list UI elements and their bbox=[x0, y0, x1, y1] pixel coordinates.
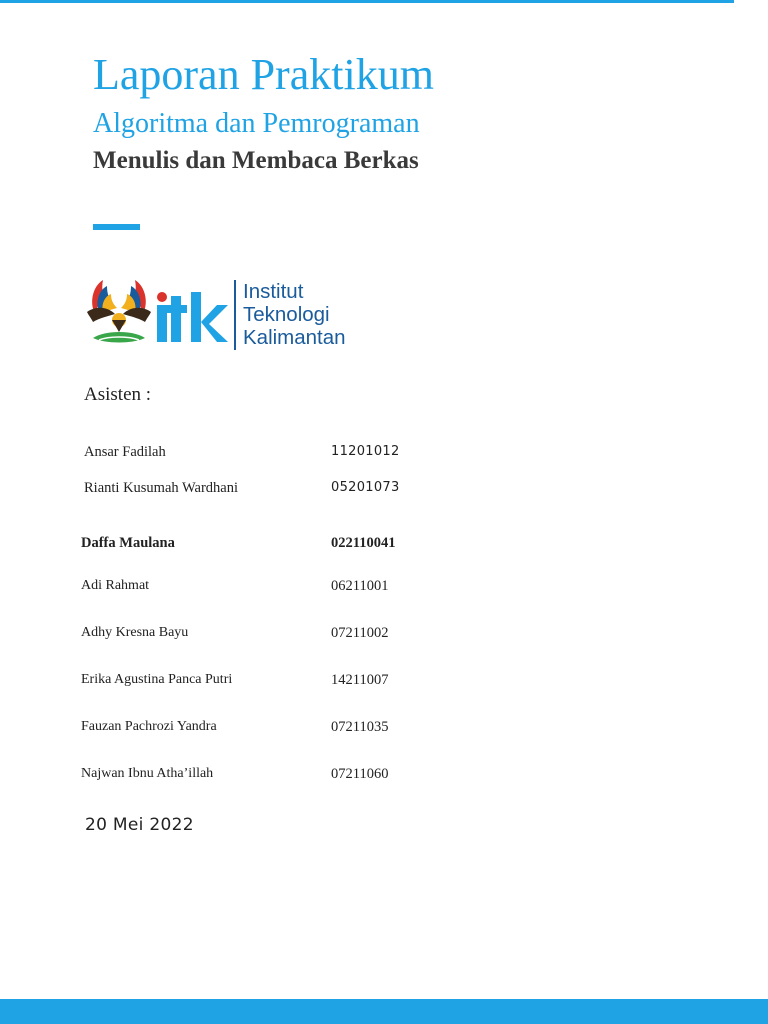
itk-letters-icon bbox=[157, 292, 228, 342]
member-row bbox=[0, 719, 768, 739]
top-accent-rule bbox=[0, 0, 734, 3]
member-row bbox=[0, 766, 768, 786]
institution-line-1: Institut bbox=[243, 280, 304, 303]
member-nim: 07211035 bbox=[331, 719, 389, 735]
logo-divider bbox=[234, 280, 236, 350]
member-name: Adi Rahmat bbox=[81, 578, 150, 593]
institution-name bbox=[243, 280, 346, 349]
institution-line-2: Teknologi bbox=[243, 303, 330, 326]
report-date: 20 Mei 2022 bbox=[85, 815, 194, 835]
member-nim: 14211007 bbox=[331, 672, 389, 688]
member-nim: 07211002 bbox=[331, 625, 389, 641]
asisten-name: Ansar Fadilah bbox=[84, 444, 166, 460]
leader-nim: 022110041 bbox=[331, 535, 396, 551]
asisten-label: Asisten : bbox=[84, 384, 152, 405]
itk-emblem-icon bbox=[87, 280, 151, 343]
asisten-nim: 05201073 bbox=[331, 480, 400, 495]
member-row bbox=[0, 625, 768, 645]
leader-name: Daffa Maulana bbox=[81, 535, 175, 551]
report-title: Laporan Praktikum bbox=[93, 50, 434, 99]
accent-bar bbox=[93, 224, 140, 230]
member-nim: 07211060 bbox=[331, 766, 389, 782]
member-nim: 06211001 bbox=[331, 578, 389, 594]
institution-line-3: Kalimantan bbox=[243, 326, 346, 349]
asisten-name: Rianti Kusumah Wardhani bbox=[84, 480, 239, 496]
asisten-row bbox=[0, 480, 768, 500]
member-name: Fauzan Pachrozi Yandra bbox=[81, 719, 217, 734]
bottom-accent-band bbox=[0, 999, 768, 1024]
asisten-nim: 11201012 bbox=[331, 444, 400, 459]
member-name: Najwan Ibnu Atha’illah bbox=[81, 766, 214, 781]
course-subtitle: Algoritma dan Pemrograman bbox=[93, 108, 420, 139]
member-row bbox=[0, 578, 768, 598]
report-topic: Menulis dan Membaca Berkas bbox=[93, 147, 419, 174]
member-name: Adhy Kresna Bayu bbox=[81, 625, 189, 640]
asisten-row bbox=[0, 444, 768, 464]
member-row bbox=[0, 672, 768, 692]
member-name: Erika Agustina Panca Putri bbox=[81, 672, 233, 687]
leader-row bbox=[0, 535, 768, 555]
